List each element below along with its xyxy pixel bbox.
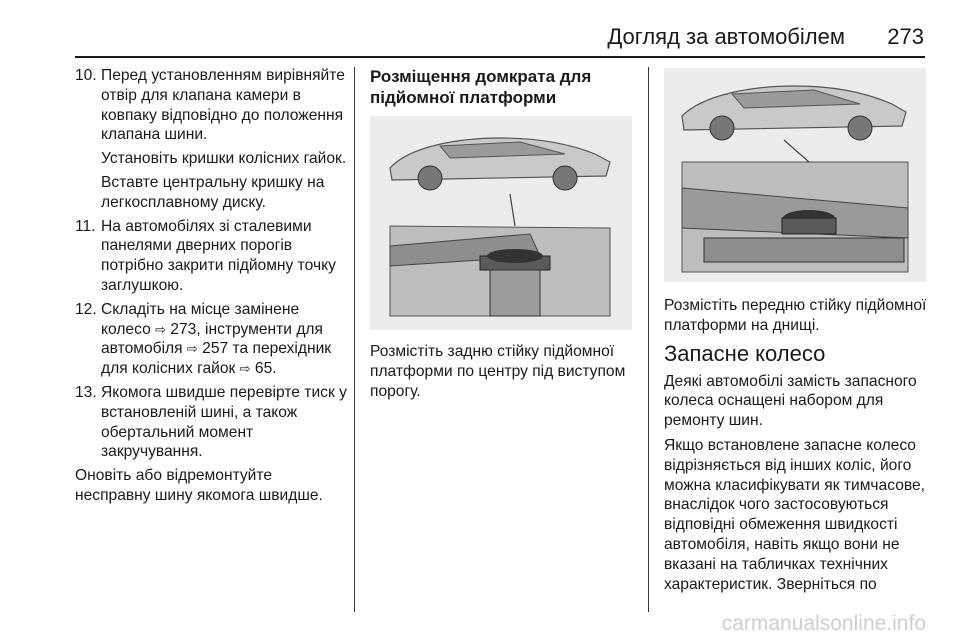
watermark: carmanualsonline.info (721, 612, 926, 635)
figure-caption: Розмістіть задню стійку підйомної платформи по центру під виступом порогу. (370, 343, 626, 400)
header-divider (75, 56, 925, 58)
column-divider-1 (354, 67, 355, 612)
page-number: 273 (887, 24, 924, 49)
list-text: Установіть кришки колісних гайок. (101, 150, 347, 168)
list-number: 11. (75, 217, 96, 235)
list-item (75, 300, 347, 379)
paragraph: Деякі автомобілі замість запасного колеса оснащені набором для ремонту шин. (664, 372, 917, 430)
section-heading: Запасне колесо (664, 340, 826, 366)
list-text: Перед установленням вирівняйте отвір для клапана камери в ковпаку відповідно до положення клапана шини. (101, 67, 345, 144)
list-item (75, 66, 347, 213)
list-text: На автомобілях зі сталевими панелями дверних порогів потрібно закрити підйомну точку заглушкою. (101, 217, 336, 294)
column-1 (75, 66, 347, 510)
column-3 (664, 66, 929, 599)
list-text: Якомога швидше перевірте тиск у встановленій шині, а також обертальний момент закручування. (101, 383, 347, 461)
closing-paragraph: Оновіть або відремонтуйте несправну шину якомога швидше. (75, 467, 323, 504)
paragraph: Якщо встановлене запасне колесо відрізняється від інших коліс, його можна класифікувати як тимчасове, внаслідок чого застосовуються відповідні обмеження швидкості автомобіля, навіть якщо вони не вказані на табличках технічних характеристик. Зверніться по (664, 436, 925, 593)
text-run: Складіть на місце замінене колесо (101, 300, 300, 338)
list-item (75, 217, 347, 296)
front-lift-point-illustration (664, 68, 926, 282)
text-run: 257 та перехідник для колісних гайок (101, 340, 332, 378)
arrow-ref-icon[interactable]: ⇨ (186, 341, 198, 357)
figure-caption: Розмістіть передню стійку підйомної платформи на днищі. (664, 297, 927, 334)
list-text: Вставте центральну кришку на легкосплавному диску. (101, 173, 325, 211)
column-divider-2 (648, 67, 649, 612)
list-number: 13. (75, 383, 97, 401)
list-item (75, 383, 347, 462)
section-title: Догляд за автомобілем (607, 24, 845, 49)
section-heading: Розміщення домкрата для підйомної платформи (370, 67, 592, 107)
list-text (101, 300, 347, 379)
text-run: 273, інструменти для автомобіля (101, 320, 323, 358)
arrow-ref-icon[interactable]: ⇨ (239, 361, 251, 377)
text-run: 65. (254, 360, 277, 378)
rear-lift-point-illustration (370, 116, 632, 330)
list-number: 12. (75, 300, 97, 318)
column-2 (370, 66, 632, 406)
list-number: 10. (75, 67, 97, 84)
arrow-ref-icon[interactable]: ⇨ (155, 321, 166, 337)
